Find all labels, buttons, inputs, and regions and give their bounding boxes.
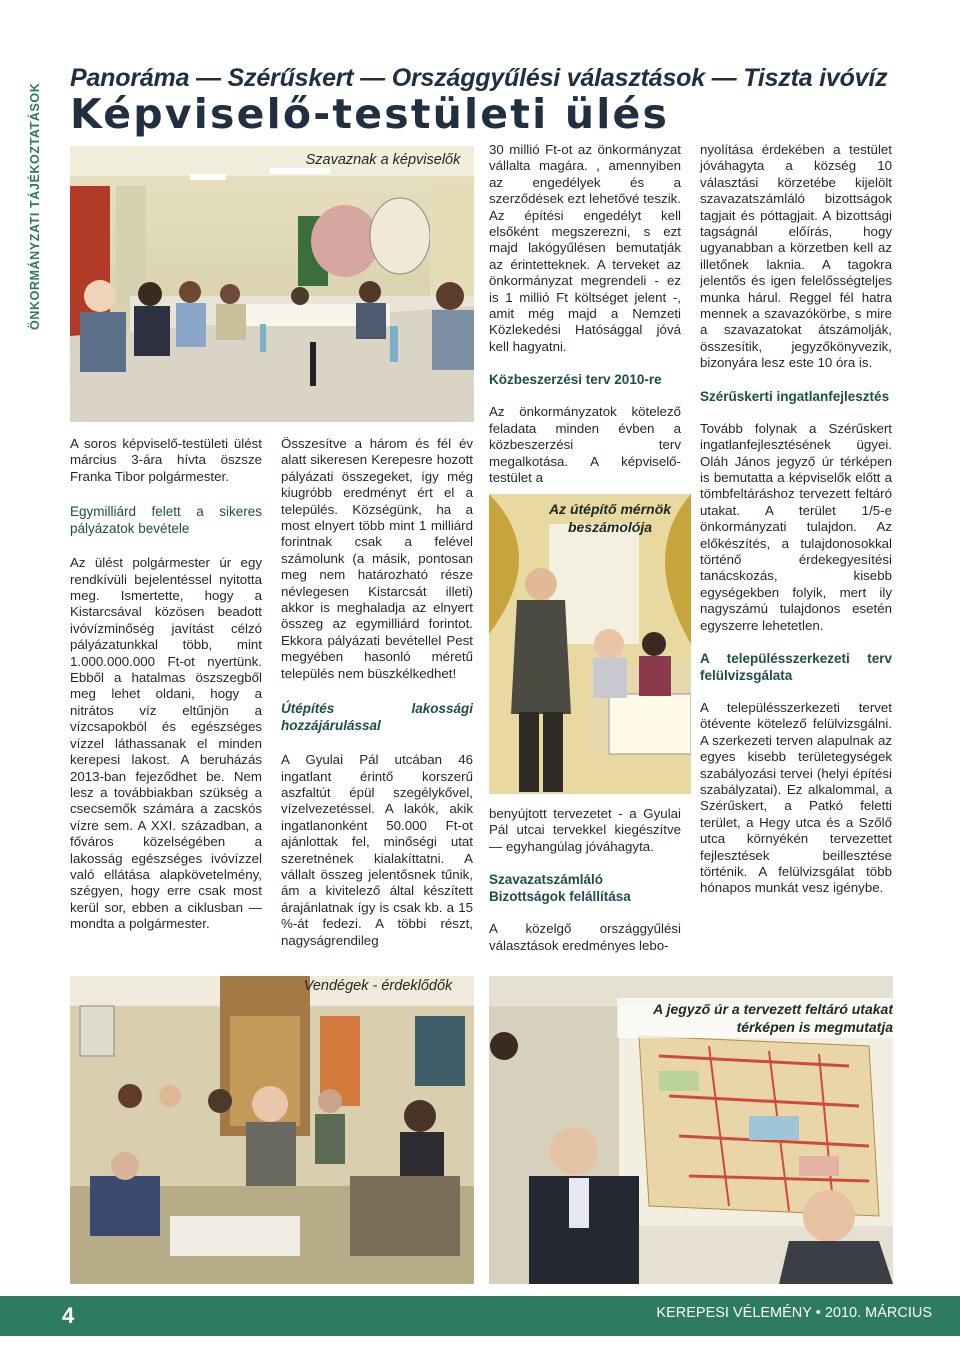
col1-intro: A soros képviselő-testületi ülést március 3-ára hívta öszsze Franka Tibor polgármester. <box>70 436 262 484</box>
kicker-line: Panoráma — Szérűskert — Országgyűlési választások — Tiszta ivóvíz <box>70 64 888 92</box>
engineer-photo-image <box>489 494 691 794</box>
column-4 <box>700 142 892 897</box>
publication-line: KEREPESI VÉLEMÉNY • 2010. MÁRCIUS <box>656 1305 932 1321</box>
page-number: 4 <box>62 1303 75 1328</box>
engineer-photo-caption: Az útépítő mérnök beszámolója <box>548 501 672 535</box>
col2-subhead: Útépítés lakossági hozzájárulással <box>281 701 473 734</box>
col4-subhead1: Szérűskerti ingatlanfejlesztés <box>700 388 890 404</box>
page-headline: Képviselő-testületi ülés <box>70 90 670 138</box>
col3-body3: benyújtott tervezetet - a Gyulai Pál utcai tervekkel kiegészítve — egyhangúlag jóváhagyta. <box>489 806 681 854</box>
column-2 <box>281 436 473 949</box>
map-photo-caption: A jegyző úr a tervezett feltáró utakat térképen is megmutatja <box>617 998 893 1038</box>
section-side-label <box>22 60 72 330</box>
col3-body2: Az önkormányzatok kötelező feladata minden évben a közbeszerzési terv megalkotása. A képviselő-testület a <box>489 404 681 485</box>
column-3-bottom <box>489 806 681 954</box>
col3-body1: 30 millió Ft-ot az önkormányzat vállalta magára. , amennyiben az engedélyek és a szerződések ezt lehetővé teszik. Az építési engedélyt kell elsőként megszerezni, s ezt majd lakógyűlésen bemutatják az érintetteknek. A terveket az önkormányzat megrendeli - ez is 1 millió Ft költséget jelent -, amit még majd a Nemzeti Közlekedési Hatósággal jóvá kell hagyatni. <box>489 142 681 354</box>
guests-photo-caption: Vendégek - érdeklődők <box>303 978 453 994</box>
column-3-top <box>489 142 681 486</box>
section-label-text: ÖNKORMÁNYZATI TÁJÉKOZTATÁSOK <box>28 82 42 330</box>
meeting-photo <box>70 146 474 422</box>
col4-subhead2: A településszerkezeti terv felülvizsgálata <box>700 650 892 683</box>
col3-body4: A közelgő országgyűlési választások eredményes lebo- <box>489 921 681 953</box>
col4-body1: nyolítása érdekében a testület jóváhagyta a község 10 választási körzetébe kijelölt szavazatszámláló bizottságok tagjait és póttagjait. A bizottsági tagságnál előírás, hogy ugyanabban a körzetben kell az illetőnek laknia. A tagokra jelentős és igen felelősségteljes munka hárul. Reggel fél hatra mennek a szavazókörbe, s mire a szavazatokat átszámolják, összesítik, jegyzőkönyvezik, bizonyára lesz este 10 óra is. <box>700 142 892 371</box>
meeting-photo-caption: Szavaznak a képviselők <box>305 152 461 168</box>
column-1 <box>70 436 262 933</box>
map-photo <box>489 976 893 1284</box>
col3-subhead2: Szavazatszámláló Bizottságok felállítása <box>489 872 631 905</box>
col4-body2: Tovább folynak a Szérűskert ingatlanfejlesztésének ügyei. Oláh János jegyző úr térképen is bemutatta a képviselők előtt a tömbfeltáráshoz tervezett feltáró utakat. A terület 1/5-e önkormányzati tulajdon. Az előkészítés, a tulajdonosokkal történő érdekegyesítési tanácskozás, kisebb egységekben folyik, mert ily nagyszámú tulajdonos esetén egyszerre lehetetlen. <box>700 420 892 633</box>
col1-body: Az ülést polgármester úr egy rendkívüli bejelentéssel nyitotta meg. Ismertette, hogy a Kistarcsával közösen beadott ivóvízminőség javítást célzó pályázatunkkal több, mint 1.000.000.000 Ft-ot nyertünk. Ebből a hatalmas öszszegből meg lehet oldani, hogy a nitrátos víz eltűnjön a vízcsapokból és egészséges vízzel láthassanak el minden kerepesi lakost. A beruházás 2013-ban fejeződhet be. Nem lesz a továbbiakban szükség a csecsemők számára a zacskós vízre sem. A XXI. században, a főváros közelségében a lakosság egészséges ivóvízzel való ellátása alapkövetelmény, szégyen, hogy erre csak most kerül sor, ebben a ciklusban — mondta a polgármester. <box>70 555 262 932</box>
col1-subhead: Egymilliárd felett a sikeres pályázatok bevétele <box>70 504 262 537</box>
meeting-photo-image <box>70 146 474 422</box>
col2-body2: A Gyulai Pál utcában 46 ingatlant érintő korszerű aszfaltút épül szegélykővel, vízelvezetéssel. A lakók, akik ingatlanonként 50.000 Ft-ot ajánlottak fel, minőségi utat szeretnének kialakíttatni. A vállalt összeg jelentősnek tűnik, ám a kivitelező által készített árajánlatnak így is csak kb. a 15 %-át fedezi. A többi részt, nagyságrendileg <box>281 752 473 948</box>
col2-body1: Összesítve a három és fél év alatt sikeresen Kerepesre hozott pályázati összegeket, így még kiugróbb eredményt ért el a település. Községünk, ha a most elnyert több mint 1 milliárd forintnak csak a felével számolunk (a másik, pontosan meg nem határozható része névlegesen Kistarcsát illeti) akkor is meghaladja az elnyert összeg az egymilliárd forintot. Ekkora pályázati bevétellel Pest megyében hasonló méretű település nem büszkélkedhet! <box>281 436 473 681</box>
engineer-photo <box>489 494 691 794</box>
col3-subhead1: Közbeszerzési terv 2010-re <box>489 372 662 388</box>
guests-photo-image <box>70 976 474 1284</box>
col4-body3: A településszerkezeti tervet ötévente kötelező felülvizsgálni. A szerkezeti terven alapulnak az egyes kisebb területegységek szabályozási tervei (helyi építési szabályzatai). Ez alkalommal, a Szérűskert, a Patkó feletti terület, a Hegy utca és a Szőlő utca környékén tervezettet fejlesztések beillesztése történik. A felülvizsgálat több hónapos munkát vesz igénybe. <box>700 699 892 896</box>
guests-photo <box>70 976 474 1284</box>
